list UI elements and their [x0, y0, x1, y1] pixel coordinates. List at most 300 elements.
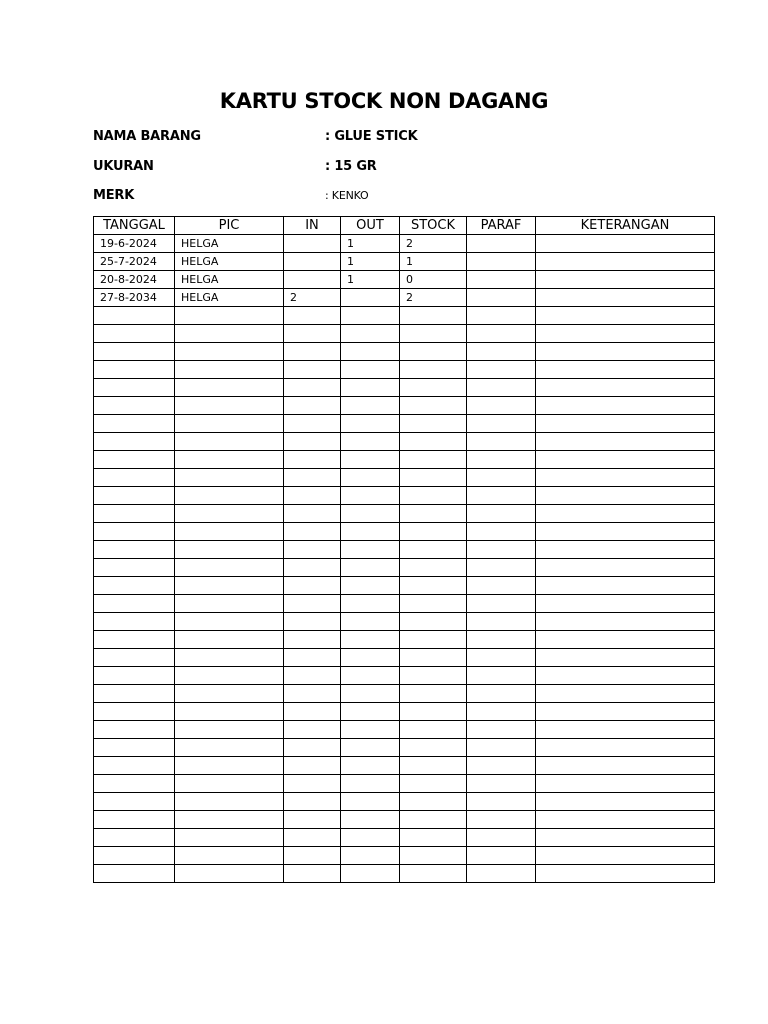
empty-cell	[284, 595, 341, 613]
empty-cell	[467, 361, 536, 379]
empty-cell	[341, 613, 400, 631]
empty-table-row	[94, 469, 715, 487]
empty-cell	[536, 739, 715, 757]
empty-table-row	[94, 631, 715, 649]
empty-cell	[400, 433, 467, 451]
cell-keterangan	[536, 271, 715, 289]
empty-table-row	[94, 397, 715, 415]
empty-cell	[400, 343, 467, 361]
col-header-in: IN	[284, 217, 341, 235]
empty-cell	[284, 829, 341, 847]
empty-cell	[400, 541, 467, 559]
empty-table-row	[94, 793, 715, 811]
table-row	[94, 271, 715, 289]
empty-table-row	[94, 307, 715, 325]
empty-cell	[341, 757, 400, 775]
empty-cell	[284, 739, 341, 757]
empty-cell	[467, 433, 536, 451]
empty-cell	[284, 667, 341, 685]
empty-cell	[284, 847, 341, 865]
empty-cell	[467, 685, 536, 703]
empty-cell	[400, 649, 467, 667]
empty-table-row	[94, 523, 715, 541]
empty-table-row	[94, 667, 715, 685]
empty-cell	[400, 757, 467, 775]
empty-cell	[400, 361, 467, 379]
brand-value: : KENKO	[325, 189, 369, 202]
empty-cell	[536, 685, 715, 703]
empty-cell	[284, 523, 341, 541]
empty-cell	[341, 451, 400, 469]
empty-cell	[284, 487, 341, 505]
empty-table-row	[94, 613, 715, 631]
empty-cell	[467, 757, 536, 775]
empty-cell	[536, 793, 715, 811]
empty-cell	[175, 433, 284, 451]
empty-cell	[400, 793, 467, 811]
item-name-label: NAMA BARANG	[93, 129, 201, 144]
empty-cell	[341, 703, 400, 721]
empty-cell	[284, 685, 341, 703]
empty-cell	[400, 523, 467, 541]
empty-cell	[94, 703, 175, 721]
empty-cell	[536, 397, 715, 415]
empty-table-row	[94, 811, 715, 829]
empty-table-row	[94, 379, 715, 397]
empty-cell	[284, 433, 341, 451]
empty-cell	[536, 595, 715, 613]
empty-cell	[284, 469, 341, 487]
empty-cell	[467, 451, 536, 469]
empty-cell	[94, 649, 175, 667]
table-row	[94, 289, 715, 307]
empty-cell	[284, 649, 341, 667]
empty-cell	[94, 577, 175, 595]
empty-cell	[400, 505, 467, 523]
empty-cell	[94, 811, 175, 829]
empty-table-row	[94, 757, 715, 775]
cell-stock: 2	[400, 289, 467, 307]
empty-table-row	[94, 451, 715, 469]
cell-out: 1	[341, 253, 400, 271]
size-value: : 15 GR	[325, 159, 377, 174]
cell-out: 1	[341, 235, 400, 253]
empty-cell	[467, 775, 536, 793]
cell-paraf	[467, 235, 536, 253]
empty-cell	[536, 415, 715, 433]
empty-cell	[94, 379, 175, 397]
empty-cell	[175, 631, 284, 649]
empty-cell	[175, 649, 284, 667]
empty-cell	[175, 757, 284, 775]
empty-cell	[284, 721, 341, 739]
empty-cell	[467, 811, 536, 829]
empty-cell	[400, 469, 467, 487]
cell-in: 2	[284, 289, 341, 307]
cell-in	[284, 253, 341, 271]
empty-cell	[284, 775, 341, 793]
empty-cell	[400, 487, 467, 505]
empty-cell	[341, 577, 400, 595]
item-name-value: : GLUE STICK	[325, 129, 418, 144]
empty-cell	[400, 595, 467, 613]
empty-cell	[400, 829, 467, 847]
empty-cell	[467, 307, 536, 325]
empty-cell	[341, 793, 400, 811]
empty-cell	[175, 469, 284, 487]
empty-cell	[536, 469, 715, 487]
empty-cell	[536, 307, 715, 325]
empty-cell	[536, 343, 715, 361]
cell-tanggal: 27-8-2034	[94, 289, 175, 307]
empty-table-row	[94, 775, 715, 793]
cell-in	[284, 271, 341, 289]
empty-cell	[341, 829, 400, 847]
empty-table-row	[94, 325, 715, 343]
empty-cell	[175, 829, 284, 847]
empty-cell	[284, 361, 341, 379]
empty-table-row	[94, 721, 715, 739]
empty-table-row	[94, 361, 715, 379]
empty-cell	[400, 307, 467, 325]
cell-keterangan	[536, 289, 715, 307]
empty-cell	[175, 505, 284, 523]
empty-cell	[284, 703, 341, 721]
empty-table-row	[94, 415, 715, 433]
empty-cell	[284, 613, 341, 631]
empty-cell	[94, 415, 175, 433]
empty-cell	[400, 811, 467, 829]
empty-cell	[341, 505, 400, 523]
empty-cell	[175, 595, 284, 613]
empty-cell	[400, 415, 467, 433]
cell-out: 1	[341, 271, 400, 289]
empty-cell	[536, 721, 715, 739]
empty-cell	[341, 541, 400, 559]
empty-cell	[536, 577, 715, 595]
empty-cell	[175, 559, 284, 577]
empty-cell	[94, 325, 175, 343]
cell-stock: 2	[400, 235, 467, 253]
empty-cell	[536, 649, 715, 667]
col-header-pic: PIC	[175, 217, 284, 235]
empty-cell	[341, 631, 400, 649]
table-row	[94, 235, 715, 253]
empty-cell	[175, 541, 284, 559]
empty-table-row	[94, 703, 715, 721]
empty-cell	[341, 595, 400, 613]
empty-cell	[175, 343, 284, 361]
empty-cell	[284, 397, 341, 415]
empty-cell	[536, 865, 715, 883]
empty-cell	[467, 721, 536, 739]
empty-cell	[94, 631, 175, 649]
table-header-row	[94, 217, 715, 235]
empty-cell	[175, 307, 284, 325]
empty-cell	[400, 739, 467, 757]
empty-cell	[94, 433, 175, 451]
empty-cell	[94, 541, 175, 559]
empty-cell	[400, 631, 467, 649]
empty-cell	[400, 775, 467, 793]
empty-cell	[467, 379, 536, 397]
empty-cell	[341, 415, 400, 433]
empty-cell	[341, 559, 400, 577]
empty-table-row	[94, 829, 715, 847]
empty-table-row	[94, 505, 715, 523]
empty-cell	[400, 847, 467, 865]
empty-table-row	[94, 649, 715, 667]
empty-cell	[341, 847, 400, 865]
col-header-paraf: PARAF	[467, 217, 536, 235]
empty-table-row	[94, 577, 715, 595]
empty-cell	[284, 541, 341, 559]
empty-cell	[284, 343, 341, 361]
stock-table-body	[94, 235, 715, 883]
empty-table-row	[94, 343, 715, 361]
empty-cell	[536, 613, 715, 631]
empty-table-row	[94, 487, 715, 505]
empty-cell	[467, 487, 536, 505]
empty-cell	[467, 541, 536, 559]
empty-table-row	[94, 685, 715, 703]
empty-table-row	[94, 595, 715, 613]
cell-in	[284, 235, 341, 253]
empty-cell	[94, 397, 175, 415]
empty-cell	[175, 361, 284, 379]
empty-cell	[467, 577, 536, 595]
cell-pic: HELGA	[175, 253, 284, 271]
empty-cell	[175, 379, 284, 397]
empty-cell	[536, 505, 715, 523]
col-header-keterangan: KETERANGAN	[536, 217, 715, 235]
empty-cell	[341, 667, 400, 685]
empty-cell	[284, 631, 341, 649]
stock-table	[93, 216, 715, 883]
cell-keterangan	[536, 235, 715, 253]
empty-cell	[467, 649, 536, 667]
empty-cell	[467, 667, 536, 685]
empty-cell	[536, 667, 715, 685]
empty-cell	[94, 847, 175, 865]
empty-cell	[341, 325, 400, 343]
empty-cell	[536, 433, 715, 451]
empty-cell	[536, 757, 715, 775]
empty-cell	[94, 793, 175, 811]
empty-cell	[467, 703, 536, 721]
empty-cell	[284, 559, 341, 577]
empty-cell	[175, 523, 284, 541]
empty-cell	[536, 703, 715, 721]
empty-cell	[400, 379, 467, 397]
empty-cell	[400, 685, 467, 703]
empty-cell	[400, 325, 467, 343]
empty-cell	[341, 865, 400, 883]
empty-cell	[341, 775, 400, 793]
cell-out	[341, 289, 400, 307]
empty-cell	[94, 865, 175, 883]
empty-cell	[467, 613, 536, 631]
empty-cell	[467, 415, 536, 433]
empty-cell	[94, 613, 175, 631]
empty-table-row	[94, 865, 715, 883]
empty-cell	[284, 865, 341, 883]
empty-cell	[94, 775, 175, 793]
empty-cell	[536, 361, 715, 379]
empty-cell	[536, 541, 715, 559]
empty-cell	[94, 829, 175, 847]
empty-cell	[94, 757, 175, 775]
empty-cell	[94, 361, 175, 379]
empty-cell	[400, 721, 467, 739]
cell-keterangan	[536, 253, 715, 271]
empty-cell	[175, 847, 284, 865]
empty-cell	[467, 469, 536, 487]
empty-cell	[341, 433, 400, 451]
empty-cell	[94, 487, 175, 505]
cell-pic: HELGA	[175, 235, 284, 253]
col-header-stock: STOCK	[400, 217, 467, 235]
empty-table-row	[94, 847, 715, 865]
empty-cell	[94, 721, 175, 739]
empty-cell	[175, 415, 284, 433]
empty-cell	[284, 577, 341, 595]
empty-cell	[400, 577, 467, 595]
empty-cell	[94, 523, 175, 541]
empty-cell	[175, 703, 284, 721]
empty-cell	[400, 703, 467, 721]
empty-cell	[400, 397, 467, 415]
empty-cell	[400, 613, 467, 631]
empty-cell	[94, 307, 175, 325]
empty-cell	[467, 631, 536, 649]
cell-stock: 0	[400, 271, 467, 289]
empty-cell	[175, 397, 284, 415]
empty-cell	[341, 307, 400, 325]
cell-tanggal: 25-7-2024	[94, 253, 175, 271]
empty-cell	[341, 649, 400, 667]
empty-cell	[175, 325, 284, 343]
empty-cell	[175, 487, 284, 505]
empty-cell	[536, 325, 715, 343]
empty-cell	[175, 739, 284, 757]
empty-cell	[341, 721, 400, 739]
empty-cell	[400, 451, 467, 469]
table-row	[94, 253, 715, 271]
empty-cell	[175, 685, 284, 703]
empty-cell	[341, 523, 400, 541]
empty-cell	[467, 829, 536, 847]
cell-paraf	[467, 289, 536, 307]
empty-cell	[284, 307, 341, 325]
empty-cell	[536, 829, 715, 847]
empty-cell	[175, 811, 284, 829]
empty-cell	[400, 667, 467, 685]
empty-cell	[175, 865, 284, 883]
empty-cell	[284, 793, 341, 811]
empty-cell	[341, 469, 400, 487]
cell-tanggal: 20-8-2024	[94, 271, 175, 289]
empty-cell	[467, 847, 536, 865]
empty-cell	[536, 451, 715, 469]
empty-cell	[284, 757, 341, 775]
empty-cell	[467, 343, 536, 361]
empty-cell	[341, 739, 400, 757]
empty-cell	[284, 415, 341, 433]
empty-cell	[175, 721, 284, 739]
empty-cell	[341, 379, 400, 397]
empty-cell	[284, 811, 341, 829]
empty-table-row	[94, 433, 715, 451]
cell-tanggal: 19-6-2024	[94, 235, 175, 253]
empty-cell	[536, 523, 715, 541]
empty-cell	[341, 811, 400, 829]
empty-cell	[175, 775, 284, 793]
empty-cell	[284, 451, 341, 469]
empty-cell	[175, 667, 284, 685]
empty-cell	[94, 559, 175, 577]
empty-cell	[341, 361, 400, 379]
empty-cell	[536, 487, 715, 505]
col-header-tanggal: TANGGAL	[94, 217, 175, 235]
cell-pic: HELGA	[175, 271, 284, 289]
empty-cell	[175, 613, 284, 631]
empty-cell	[284, 505, 341, 523]
empty-cell	[400, 559, 467, 577]
empty-cell	[536, 847, 715, 865]
empty-cell	[536, 631, 715, 649]
cell-paraf	[467, 271, 536, 289]
empty-cell	[536, 379, 715, 397]
empty-cell	[536, 559, 715, 577]
empty-cell	[94, 451, 175, 469]
cell-stock: 1	[400, 253, 467, 271]
empty-cell	[467, 505, 536, 523]
empty-cell	[175, 793, 284, 811]
empty-cell	[341, 343, 400, 361]
brand-label: MERK	[93, 188, 135, 203]
empty-cell	[94, 739, 175, 757]
cell-pic: HELGA	[175, 289, 284, 307]
cell-paraf	[467, 253, 536, 271]
empty-cell	[94, 667, 175, 685]
empty-cell	[467, 595, 536, 613]
empty-table-row	[94, 541, 715, 559]
empty-cell	[341, 397, 400, 415]
empty-cell	[536, 811, 715, 829]
empty-cell	[284, 325, 341, 343]
empty-cell	[467, 523, 536, 541]
empty-cell	[467, 793, 536, 811]
empty-cell	[400, 865, 467, 883]
empty-cell	[94, 469, 175, 487]
size-label: UKURAN	[93, 159, 154, 174]
empty-cell	[467, 865, 536, 883]
empty-cell	[94, 595, 175, 613]
empty-cell	[94, 343, 175, 361]
empty-cell	[467, 397, 536, 415]
empty-cell	[284, 379, 341, 397]
empty-cell	[94, 685, 175, 703]
empty-cell	[341, 685, 400, 703]
page-title: KARTU STOCK NON DAGANG	[219, 89, 549, 113]
col-header-out: OUT	[341, 217, 400, 235]
empty-cell	[175, 577, 284, 595]
empty-cell	[341, 487, 400, 505]
empty-cell	[536, 775, 715, 793]
empty-cell	[94, 505, 175, 523]
empty-table-row	[94, 739, 715, 757]
